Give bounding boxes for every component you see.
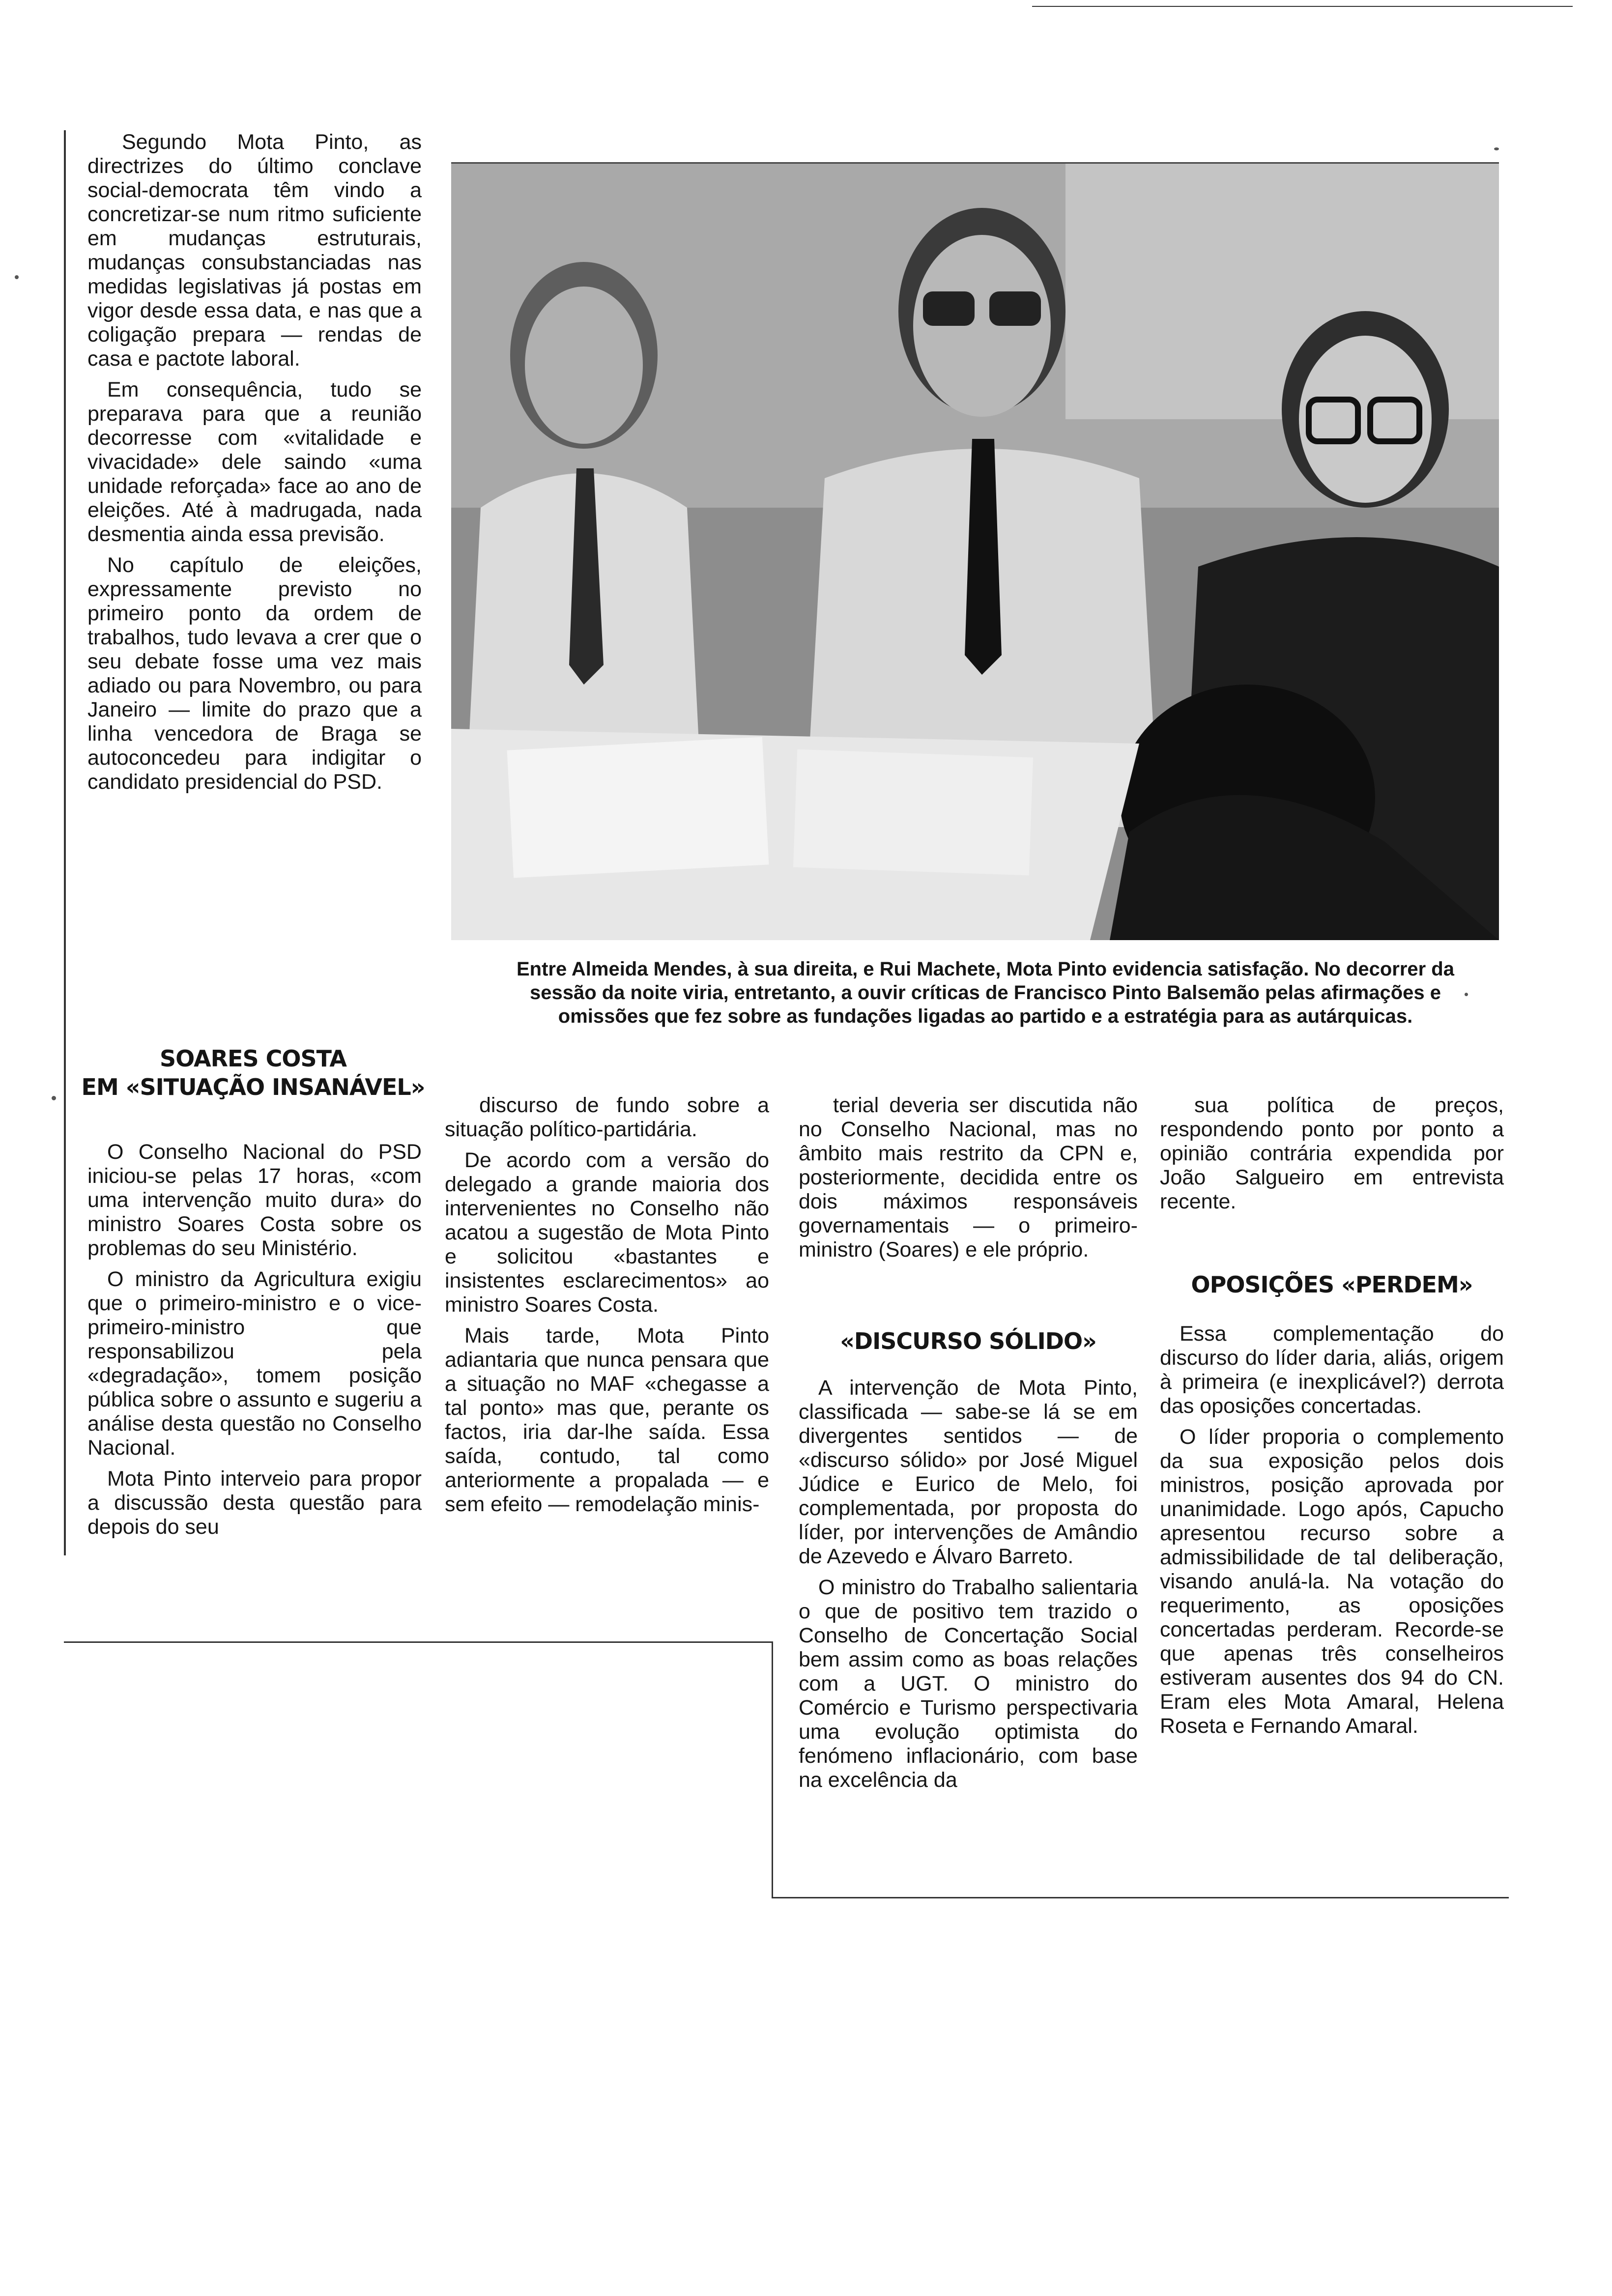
scan-edge-top (1032, 6, 1573, 7)
column-1 (87, 130, 422, 801)
scan-speck (1465, 993, 1468, 996)
column-4-lower (1160, 1322, 1504, 1745)
news-photo (451, 162, 1499, 940)
clipping-edge-bottom-left (64, 1641, 772, 1643)
photo-illustration (451, 164, 1499, 940)
paragraph: Essa complementação do discurso do líder daria, aliás, origem à primeira (e inexplicável?) derrota das oposições concertadas. (1160, 1322, 1504, 1418)
paragraph: O Conselho Nacional do PSD iniciou-se pelas 17 horas, «com uma intervenção muito dura» do ministro Soares Costa sobre os problemas do seu Ministério. (87, 1140, 422, 1260)
paragraph: O ministro do Trabalho salientaria o que de positivo tem trazido o Conselho de Concertação Social bem assim como as boas relações com a UGT. O ministro do Comércio e Turismo perspectivaria uma evolução optimista do fenómeno inflacionário, com base na excelência da (799, 1576, 1138, 1792)
paragraph: Mais tarde, Mota Pinto adiantaria que nunca pensara que a situação no MAF «chegasse a tal ponto» mas que, perante os factos, iria dar-lhe saída. Essa saída, contudo, tal como anteriormente a propalada — e sem efeito — remodelação minis- (445, 1324, 769, 1516)
paragraph: Mota Pinto interveio para propor a discussão desta questão para depois do seu (87, 1467, 422, 1539)
headline-oposicoes-perdem (1160, 1270, 1504, 1299)
scan-speck (1494, 147, 1499, 150)
clipping-edge-left (64, 130, 66, 1555)
paragraph: Em consequência, tudo se preparava para que a reunião decorresse com «vitalidade e vivacidade» dele saindo «uma unidade reforçada» face ao ano de eleições. Até à madrugada, nada desmentia ainda essa previsão. (87, 378, 422, 546)
column-1-lower (87, 1140, 422, 1546)
headline-line: «DISCURSO SÓLIDO» (840, 1328, 1096, 1354)
headline-line: EM «SITUAÇÃO INSANÁVEL» (81, 1074, 425, 1100)
column-3 (799, 1093, 1138, 1269)
paragraph: De acordo com a versão do delegado a grande maioria dos intervenientes no Conselho não acatou a sugestão de Mota Pinto e solicitou «bastantes e insistentes esclarecimentos» ao ministro Soares Costa. (445, 1148, 769, 1317)
clipping-edge-mid (772, 1641, 773, 1897)
headline-line: SOARES COSTA (160, 1045, 346, 1072)
column-4 (1160, 1093, 1504, 1221)
column-3-lower (799, 1376, 1138, 1799)
paragraph: sua política de preços, respondendo ponto por ponto a opinião contrária expendida por João Salgueiro em entrevista recente. (1160, 1093, 1504, 1213)
scan-speck (15, 275, 19, 279)
clipping-edge-bottom-right (772, 1897, 1509, 1898)
paragraph: O líder proporia o complemento da sua exposição pelos dois ministros, posição aprovada por unanimidade. Logo após, Capucho apresentou recurso sobre a admissibilidade de tal deliberação, visando anulá-la. Na votação do requerimento, as oposições concertadas perderam. Recorde-se que apenas três conselheiros estiveram ausentes dos 94 do CN. Eram eles Mota Amaral, Helena Roseta e Fernando Amaral. (1160, 1425, 1504, 1738)
paragraph: terial deveria ser discutida não no Conselho Nacional, mas no âmbito mais restrito da CPN e, posteriormente, decidida entre os dois máximos responsáveis governamentais — o primeiro-ministro (Soares) e ele próprio. (799, 1093, 1138, 1262)
paragraph: No capítulo de eleições, expressamente previsto no primeiro ponto da ordem de trabalhos, tudo levava a crer que o seu debate fosse uma vez mais adiado ou para Novembro, ou para Janeiro — limite do prazo que a linha vencedora de Braga se autoconcedeu para indigitar o candidato presidencial do PSD. (87, 553, 422, 794)
headline-discurso-solido (799, 1327, 1138, 1355)
paragraph: Segundo Mota Pinto, as directrizes do último conclave social-democrata têm vindo a concretizar-se num ritmo suficiente em mudanças estruturais, mudanças consubstanciadas nas medidas legislativas já postas em vigor desde essa data, e nas que a coligação prepara — rendas de casa e pactote laboral. (87, 130, 422, 371)
paragraph: A intervenção de Mota Pinto, classificada — sabe-se lá se em divergentes sentidos — de «discurso sólido» por José Miguel Júdice e Eurico de Melo, foi complementada, por proposta do líder, por intervenções de Amândio de Azevedo e Álvaro Barreto. (799, 1376, 1138, 1568)
photo-caption: Entre Almeida Mendes, à sua direita, e Rui Machete, Mota Pinto evidencia satisfação. No decorrer da sessão da noite viria, entretanto, a ouvir críticas de Francisco Pinto Balsemão pelas afirmações e omissões que fez sobre as fundações ligadas ao partido e a estratégia para as autárquicas. (517, 958, 1454, 1027)
scan-speck (52, 1096, 56, 1100)
paragraph: discurso de fundo sobre a situação político-partidária. (445, 1093, 769, 1141)
column-2 (445, 1093, 769, 1523)
headline-line: OPOSIÇÕES «PERDEM» (1191, 1271, 1473, 1298)
paragraph: O ministro da Agricultura exigiu que o primeiro-ministro e o vice-primeiro-ministro que responsabilizou pela «degradação», tomem posição pública sobre o assunto e sugeriu a análise desta questão no Conselho Nacional. (87, 1267, 422, 1460)
headline-soares-costa (79, 1044, 428, 1101)
